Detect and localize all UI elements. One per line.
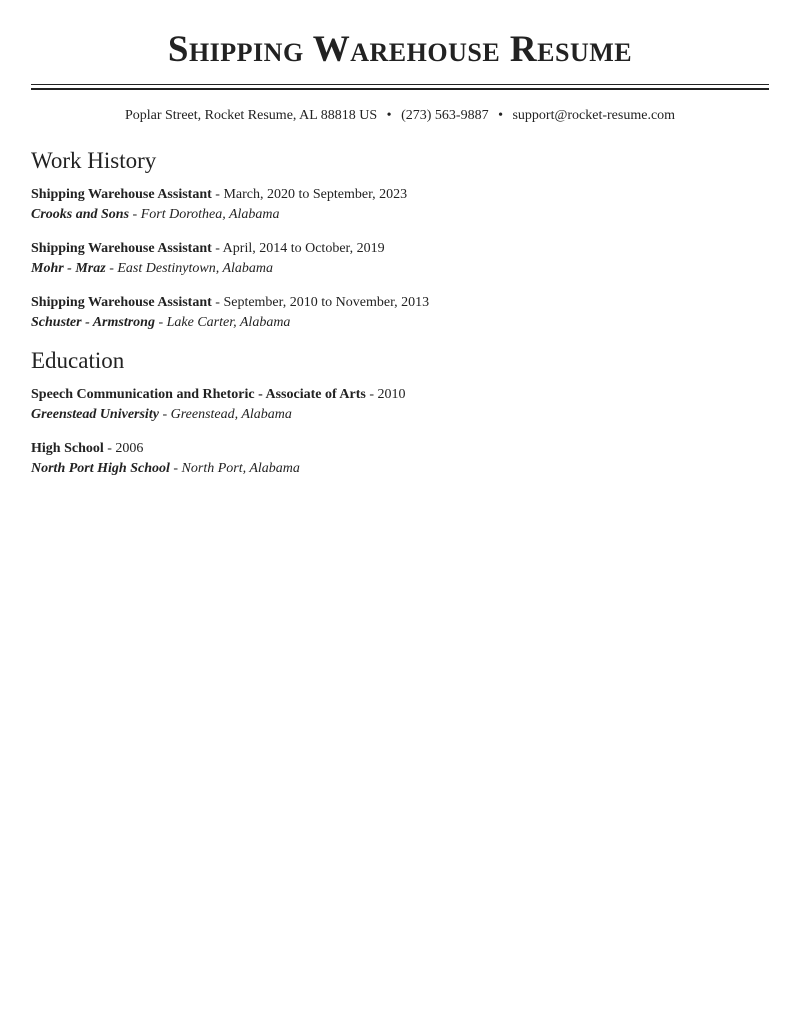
work-history-heading: Work History <box>31 148 157 173</box>
work-entry-employer-line <box>31 205 769 225</box>
contact-separator: • <box>498 108 503 123</box>
work-entry-title-line <box>31 239 769 259</box>
school-location: - Greenstead, Alabama <box>158 407 292 422</box>
work-entry <box>31 239 769 279</box>
education-entry-school-line <box>31 459 769 479</box>
school-name: Greenstead University <box>31 407 159 422</box>
school-name: North Port High School <box>31 461 170 476</box>
employer-location: - Fort Dorothea, Alabama <box>129 207 280 222</box>
employer-location: - Lake Carter, Alabama <box>154 315 291 330</box>
job-role: Shipping Warehouse Assistant <box>31 241 212 256</box>
job-dates: - March, 2020 to September, 2023 <box>211 187 408 202</box>
education-entry <box>31 439 769 479</box>
job-dates: - September, 2010 to November, 2013 <box>211 295 430 310</box>
contact-address: Poplar Street, Rocket Resume, AL 88818 US <box>124 108 378 123</box>
education-entry-title-line <box>31 439 769 459</box>
employer-name: Schuster - Armstrong <box>31 315 155 330</box>
degree-year: - 2006 <box>103 441 144 456</box>
work-entry-title-line <box>31 293 769 313</box>
title-divider-thick <box>31 88 769 90</box>
title-divider-thin <box>31 84 769 85</box>
work-entry-employer-line <box>31 259 769 279</box>
employer-name: Mohr - Mraz <box>31 261 106 276</box>
job-dates: - April, 2014 to October, 2019 <box>211 241 385 256</box>
job-role: Shipping Warehouse Assistant <box>31 295 212 310</box>
work-entry-employer-line <box>31 313 769 333</box>
work-entry-title-line <box>31 185 769 205</box>
degree-name: High School <box>31 441 104 456</box>
education-entry-title-line <box>31 385 769 405</box>
school-location: - North Port, Alabama <box>169 461 300 476</box>
work-entry <box>31 293 769 333</box>
page-title: Shipping Warehouse Resume <box>167 29 633 70</box>
education-entry-school-line <box>31 405 769 425</box>
job-role: Shipping Warehouse Assistant <box>31 187 212 202</box>
degree-year: - 2010 <box>365 387 406 402</box>
contact-separator: • <box>386 108 392 123</box>
contact-line <box>31 107 769 125</box>
education-heading: Education <box>31 348 125 373</box>
contact-email[interactable]: support@rocket-resume.com <box>512 108 676 123</box>
degree-name: Speech Communication and Rhetoric - Associate of Arts <box>31 387 366 402</box>
employer-location: - East Destinytown, Alabama <box>105 261 274 276</box>
contact-phone[interactable]: (273) 563-9887 <box>401 108 489 123</box>
education-entry <box>31 385 769 425</box>
employer-name: Crooks and Sons <box>31 207 130 222</box>
work-entry <box>31 185 769 225</box>
